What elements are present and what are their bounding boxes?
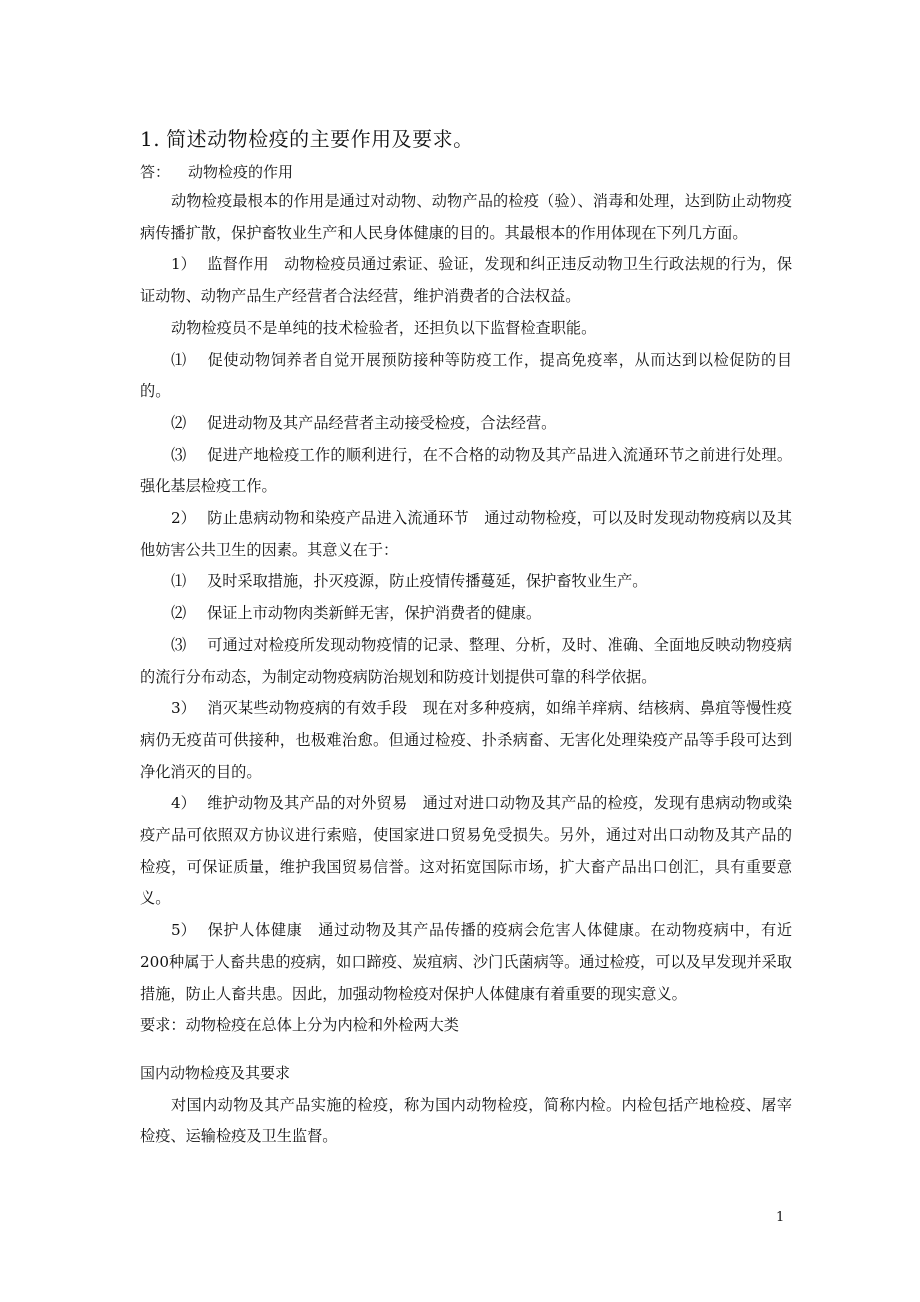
- list-item: [140, 630, 792, 693]
- paragraph-text: 监督作用 动物检疫员通过索证、验证，发现和纠正违反动物卫生行政法规的行为，保证动物、动物产品生产经营者合法经营，维护消费者的合法权益。: [140, 255, 792, 306]
- item-marker: ⑴: [171, 572, 187, 591]
- list-item: [140, 440, 792, 503]
- paragraph-text: 保证上市动物肉类新鲜无害，保护消费者的健康。: [207, 604, 542, 623]
- paragraph-text: 保护人体健康 通过动物及其产品传播的疫病会危害人体健康。在动物疫病中，有近200种属于人畜共患的疫病，如口蹄疫、炭疽病、沙门氏菌病等。通过检疫，可以及早发现并采取措施，防止人畜共患。因此，加强动物检疫对保护人体健康有着重要的现实意义。: [140, 921, 792, 1003]
- list-item: [140, 915, 792, 1010]
- question-title: [140, 123, 474, 152]
- document-body: [140, 186, 792, 1153]
- paragraph-text: 动物检疫最根本的作用是通过对动物、动物产品的检疫（验）、消毒和处理，达到防止动物疫病传播扩散，保护畜牧业生产和人民身体健康的目的。其最根本的作用体现在下列几方面。: [140, 192, 792, 242]
- list-item: [140, 503, 792, 566]
- section-paragraph: [140, 1090, 792, 1153]
- item-marker: ⑵: [171, 413, 187, 432]
- paragraph-text: 防止患病动物和染疫产品进入流通环节 通过动物检疫，可以及时发现动物疫病以及其他妨害公共卫生的因素。其意义在于：: [140, 509, 792, 559]
- paragraph-text: 动物检疫员不是单纯的技术检验者，还担负以下监督检查职能。: [171, 318, 597, 337]
- list-item: [140, 598, 792, 630]
- paragraph-text: 消灭某些动物疫病的有效手段 现在对多种疫病，如绵羊痒病、结核病、鼻疽等慢性疫病仍无疫苗可供接种，也极难治愈。但通过检疫、扑杀病畜、无害化处理染疫产品等手段可达到净化消灭的目的。: [140, 699, 792, 781]
- answer-heading: 动物检疫的作用: [188, 163, 294, 181]
- answer-line: [140, 161, 293, 182]
- paragraph-text: 促进动物及其产品经营者主动接受检疫，合法经营。: [207, 413, 557, 432]
- list-item: [140, 566, 792, 598]
- item-marker: 4）: [171, 794, 196, 813]
- item-marker: ⑵: [171, 604, 187, 623]
- section-heading: 国内动物检疫及其要求: [140, 1063, 291, 1082]
- item-marker: ⑶: [171, 445, 187, 464]
- page-number: 1: [776, 1210, 785, 1225]
- paragraph-text: 可通过对检疫所发现动物疫情的记录、整理、分析，及时、准确、全面地反映动物疫病的流行分布动态，为制定动物疫病防治规划和防疫计划提供可靠的科学依据。: [140, 635, 792, 686]
- item-marker: ⑴: [171, 350, 187, 369]
- question-number: 1.: [140, 127, 161, 151]
- item-marker: 2）: [171, 509, 196, 528]
- paragraph-intro: [140, 186, 792, 249]
- paragraph: [140, 313, 792, 345]
- paragraph-text: 维护动物及其产品的对外贸易 通过对进口动物及其产品的检疫，发现有患病动物或染疫产品可依照双方协议进行索赔，使国家进口贸易免受损失。另外，通过对出口动物及其产品的检疫，可保证质量，维护我国贸易信誉。这对拓宽国际市场，扩大畜产品出口创汇，具有重要意义。: [140, 794, 792, 908]
- item-marker: 3）: [171, 699, 196, 718]
- answer-label: 答：: [140, 163, 171, 181]
- item-marker: 1）: [171, 255, 196, 274]
- paragraph-text: 对国内动物及其产品实施的检疫，称为国内动物检疫，简称内检。内检包括产地检疫、屠宰检疫、运输检疫及卫生监督。: [140, 1095, 792, 1146]
- question-text: 简述动物检疫的主要作用及要求。: [166, 127, 474, 151]
- paragraph-text: 及时采取措施，扑灭疫源，防止疫情传播蔓延，保护畜牧业生产。: [207, 572, 648, 591]
- paragraph-text: 促使动物饲养者自觉开展预防接种等防疫工作，提高免疫率，从而达到以检促防的目的。: [140, 350, 792, 401]
- requirement-line: 要求：动物检疫在总体上分为内检和外检两大类: [140, 1016, 459, 1035]
- item-marker: ⑶: [171, 635, 187, 654]
- paragraph-text: 促进产地检疫工作的顺利进行，在不合格的动物及其产品进入流通环节之前进行处理。强化基层检疫工作。: [140, 445, 792, 496]
- list-item: [140, 408, 792, 440]
- list-item: [140, 249, 792, 312]
- list-item: [140, 788, 792, 915]
- item-marker: 5）: [171, 921, 196, 940]
- list-item: [140, 693, 792, 788]
- list-item: [140, 345, 792, 408]
